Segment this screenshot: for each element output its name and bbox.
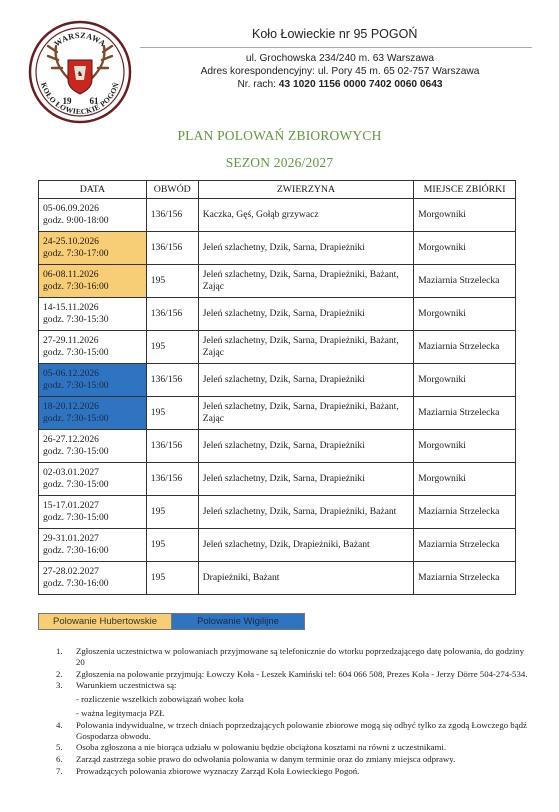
header-place: MIEJSCE ZBIÓRKI [414,181,516,199]
account-label: Nr. rach: [237,79,276,90]
table-row [39,562,516,595]
table-row [39,298,516,331]
logo-top-text: WARSZAWA [52,30,108,49]
note-number: 7. [56,765,63,776]
date-hours: godz. 7:30-15:00 [43,479,109,490]
note-text: Osoba zgłoszona a nie biorąca udziału w polowaniu będzie obciążona kosztami na równi z uczestnikami. [76,742,447,753]
note-text: - ważna legitymacja PZŁ [76,707,165,718]
cell-area: 136/156 [146,364,198,397]
cell-date [39,430,147,463]
date-hours: godz. 7:30-15:00 [43,413,109,424]
note-number: 4. [56,719,63,730]
note-text: Zgłoszenia na polowanie przyjmują: Łowczy Koła - Leszek Kamiński tel: 604 066 508, Prezes Koła - Jerzy Dörre 504-274-534. [76,668,528,679]
note-item [56,669,530,680]
legend-hubertus: Polowanie Hubertowskie [39,614,172,629]
address-line: ul. Grochowska 234/240 m. 63 Warszawa [245,53,435,64]
note-number: 5. [56,742,63,753]
cell-place: Maziarnia Strzelecka [414,265,516,298]
club-logo [28,20,132,124]
cell-place: Maziarnia Strzelecka [414,397,516,430]
table-row [39,265,516,298]
date-range: 27-29.11.2026 [43,335,99,346]
cell-date [39,529,147,562]
date-range: 14-15.11.2026 [43,302,99,313]
date-range: 24-25.10.2026 [43,236,99,247]
cell-place: Morgowniki [414,463,516,496]
cell-area: 195 [146,265,198,298]
club-name: Koło Łowieckie nr 95 POGOŃ [252,27,418,41]
table-row [39,232,516,265]
date-hours: godz. 7:30-17:00 [43,248,109,259]
note-item [56,766,530,777]
cell-place: Maziarnia Strzelecka [414,562,516,595]
cell-date [39,364,147,397]
cell-game: Drapieżniki, Bażant [198,562,413,595]
note-item [56,754,530,765]
cell-date [39,298,147,331]
cell-date [39,331,147,364]
cell-place: Morgowniki [414,232,516,265]
cell-game: Jeleń szlachetny, Dzik, Sarna, Drapieżniki, Bażant, Zając [198,265,413,298]
date-hours: godz. 7:30-15:00 [43,446,109,457]
cell-game: Jeleń szlachetny, Dzik, Sarna, Drapieżniki, Bażant, Zając [198,331,413,364]
date-range: 15-17.01.2027 [43,500,99,511]
cell-place: Maziarnia Strzelecka [414,529,516,562]
table-header-row [39,181,516,199]
note-number: 2. [56,668,63,679]
legend-wigilijne: Polowanie Wigilijne [172,614,304,629]
bank-account [150,79,530,90]
cell-game: Kaczka, Gęś, Gołąb grzywacz [198,199,413,232]
header-game: ZWIERZYNA [198,181,413,199]
cell-game: Jeleń szlachetny, Dzik, Sarna, Drapieżniki [198,364,413,397]
cell-date [39,232,147,265]
table-body [39,199,516,595]
logo-bottom-text: KOŁO ŁOWIECKIE POGOŃ [39,81,121,117]
header-area: OBWÓD [146,181,198,199]
cell-place: Morgowniki [414,298,516,331]
date-range: 06-08.11.2026 [43,269,99,280]
note-item [56,680,530,691]
note-text: Warunkiem uczestnictwa są: [76,680,177,691]
cell-date [39,463,147,496]
date-range: 27-28.02.2027 [43,566,99,577]
note-item [56,646,530,668]
season-title: SEZON 2026/2027 [225,155,334,170]
table-row [39,199,516,232]
note-text: Polowania indywidualne, w trzech dniach poprzedzających polowanie zbiorowe mogą się odbyć tylko za zgodą Łowczego bądź Gospodarza obwodu. [76,719,527,741]
cell-game: Jeleń szlachetny, Dzik, Sarna, Drapieżniki, Bażant, Zając [198,397,413,430]
header-date: DATA [39,181,147,199]
cell-area: 195 [146,331,198,364]
cell-area: 195 [146,529,198,562]
date-hours: godz. 7:30-16:00 [43,545,109,556]
logo-year-right: 61 [89,96,99,106]
date-range: 18-20.12.2026 [43,401,99,412]
hunt-schedule-table [38,180,516,595]
note-text: - rozliczenie wszelkich zobowiązań wobec koła [76,694,244,705]
date-hours: godz. 9:00-18:00 [43,215,109,226]
note-text: Zgłoszenia uczestnictwa w polowaniach przyjmowane są telefonicznie do wtorku poprzedzającego datę polowania, do godziny 20 [76,646,524,667]
note-number: 1. [56,646,63,656]
cell-game: Jeleń szlachetny, Dzik, Sarna, Drapieżniki [198,232,413,265]
svg-text:♞: ♞ [76,70,84,78]
table-row [39,463,516,496]
cell-date [39,199,147,232]
cell-area: 195 [146,496,198,529]
logo-year-left: 19 [62,96,72,106]
cell-area: 195 [146,562,198,595]
date-range: 02-03.01.2027 [43,467,99,478]
date-range: 05-06.09.2026 [43,203,99,214]
cell-date [39,397,147,430]
date-hours: godz. 7:30-15:30 [43,314,109,325]
note-item [56,720,530,742]
table-row [39,496,516,529]
table-row [39,529,516,562]
note-number: 6. [56,754,63,765]
cell-date [39,562,147,595]
note-number [56,708,76,719]
cell-date [39,265,147,298]
page-title: PLAN POLOWAŃ ZBIOROWYCH [177,128,382,143]
correspondence-address: Adres korespondencyjny: ul. Pory 45 m. 65 02-757 Warszawa [200,66,480,77]
note-text: Zarząd zastrzega sobie prawo do odwołania polowania w danym terminie oraz do zmiany miejsca odprawy. [76,754,456,765]
note-number: 3. [56,680,63,691]
cell-area: 195 [146,397,198,430]
note-item [56,694,530,705]
cell-game: Jeleń szlachetny, Dzik, Drapieżniki, Bażant [198,529,413,562]
date-hours: godz. 7:30-15:00 [43,512,109,523]
date-range: 26-27.12.2026 [43,434,99,445]
notes-list [56,646,530,778]
cell-place: Morgowniki [414,430,516,463]
cell-area: 136/156 [146,232,198,265]
cell-area: 136/156 [146,430,198,463]
date-range: 05-06.12.2026 [43,368,99,379]
note-number [56,694,76,705]
cell-game: Jeleń szlachetny, Dzik, Sarna, Drapieżniki, Bażant [198,496,413,529]
date-hours: godz. 7:30-15:00 [43,347,109,358]
date-hours: godz. 7:30-16:00 [43,281,109,292]
account-number: 43 1020 1156 0000 7402 0060 0643 [278,79,443,90]
header-divider [140,47,532,48]
cell-game: Jeleń szlachetny, Dzik, Sarna, Drapieżniki [198,298,413,331]
cell-area: 136/156 [146,463,198,496]
date-hours: godz. 7:30-16:00 [43,578,109,589]
cell-area: 136/156 [146,199,198,232]
note-item [56,708,530,719]
legend [38,613,305,630]
cell-date [39,496,147,529]
cell-place: Maziarnia Strzelecka [414,331,516,364]
cell-game: Jeleń szlachetny, Dzik, Sarna, Drapieżniki [198,463,413,496]
table-row [39,364,516,397]
note-text: Prowadzących polowania zbiorowe wyznaczy Zarząd Koła Łowieckiego Pogoń. [76,765,360,776]
date-range: 29-31.01.2027 [43,533,99,544]
cell-game: Jeleń szlachetny, Dzik, Sarna, Drapieżniki [198,430,413,463]
cell-area: 136/156 [146,298,198,331]
date-hours: godz. 7:30-15:00 [43,380,109,391]
table-row [39,430,516,463]
cell-place: Morgowniki [414,199,516,232]
note-item [56,742,530,753]
table-row [39,397,516,430]
cell-place: Morgowniki [414,364,516,397]
cell-place: Maziarnia Strzelecka [414,496,516,529]
table-row [39,331,516,364]
